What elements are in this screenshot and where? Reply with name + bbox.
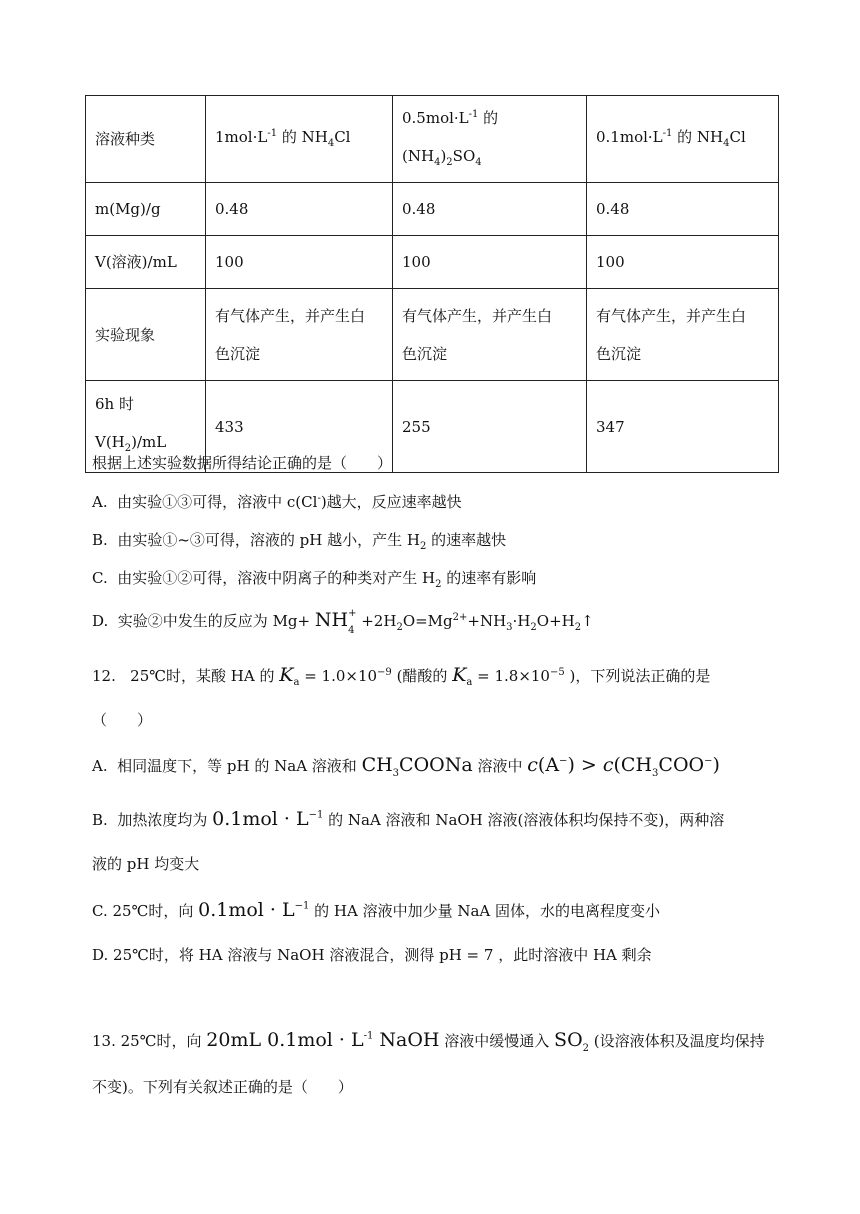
q11-option-a: A. 由实验①③可得，溶液中 c(Cl-)越大，反应速率越快 [92, 493, 462, 511]
table-cell: 100 [393, 236, 587, 289]
q11-stem: 根据上述实验数据所得结论正确的是（ ） [92, 454, 393, 472]
table-cell: $0.5mol\cdot L^{-1}$ 的$(NH_4)_2SO_4$ [393, 96, 587, 183]
table-cell: 347 [587, 381, 779, 473]
table-cell: $1mol\cdot L^{-1}$ 的 $NH_4Cl$ [206, 96, 393, 183]
table-row [86, 96, 779, 183]
table-row [86, 289, 779, 381]
table-cell: 100 [587, 236, 779, 289]
table-cell: V(溶液)/mL [86, 236, 206, 289]
table-cell: 0.48 [587, 183, 779, 236]
q11-option-d: D. 实验②中发生的反应为 Mg+ NH+ $_4 +2H_2O=Mg^{2+}+NH_3\cdot H_2O+H_2↑$ [92, 608, 594, 636]
table-cell: m(Mg)/g [86, 183, 206, 236]
q11-option-c: C. 由实验①②可得，溶液中阴离子的种类对产生 $H_2$ 的速率有影响 [92, 569, 537, 590]
table-cell: 0.48 [393, 183, 587, 236]
table-cell: 0.48 [206, 183, 393, 236]
q12-option-d: D. 25℃时，将 HA 溶液与 NaOH 溶液混合，测得 pH = 7 ，此时溶液中 HA 剩余 [92, 946, 652, 964]
table-cell: 433 [206, 381, 393, 473]
table-cell: $0.1mol\cdot L^{-1}$ 的 $NH_4Cl$ [587, 96, 779, 183]
table-cell: 100 [206, 236, 393, 289]
q13-stem-line2: 不变)。下列有关叙述正确的是（ ） [92, 1078, 353, 1096]
q12-option-c: C. 25℃时，向 $0.1mol \cdot L^{-1}$ 的 HA 溶液中加少量 NaA 固体，水的电离程度变小 [92, 899, 661, 921]
table-cell: 有气体产生，并产生白 色沉淀 [587, 289, 779, 381]
table-cell: 溶液种类 [86, 96, 206, 183]
q12-stem-bracket: （ ） [92, 711, 153, 729]
q12-option-b-line1: B. 加热浓度均为 $0.1mol \cdot L^{-1}$ 的 NaA 溶液和 NaOH 溶液(溶液体积均保持不变)，两种溶 [92, 808, 725, 830]
table-row [86, 236, 779, 289]
q11-option-b: B. 由实验①~③可得，溶液的 pH 越小，产生 $H_2$ 的速率越快 [92, 531, 507, 552]
experiment-table [85, 95, 779, 473]
table-cell: 有气体产生，并产生白 色沉淀 [393, 289, 587, 381]
table-cell: 255 [393, 381, 587, 473]
q13-stem-line1: 13. 25℃时，向 20mL $0.1mol \cdot L^{-1}$ NaOH 溶液中缓慢通入 $SO_2$ (设溶液体积及温度均保持 [92, 1029, 765, 1054]
q12-stem: 12. 25℃时，某酸 HA 的 $K_a = 1.0\times 10^{-9}$ (醋酸的 $K_a = 1.8\times 10^{-5}$ )，下列说法正确的是 [92, 664, 711, 688]
table-cell: 有气体产生，并产生白 色沉淀 [206, 289, 393, 381]
table-cell: 6h 时 $V(H_2)/mL$ [86, 381, 206, 473]
table-cell: 实验现象 [86, 289, 206, 381]
q12-option-a: A. 相同温度下，等 pH 的 NaA 溶液和 $CH_3COONa$ 溶液中 $c(A^-) > c(CH_3COO^-)$ [92, 754, 720, 779]
table-row [86, 183, 779, 236]
q12-option-b-line2: 液的 pH 均变大 [92, 855, 200, 873]
